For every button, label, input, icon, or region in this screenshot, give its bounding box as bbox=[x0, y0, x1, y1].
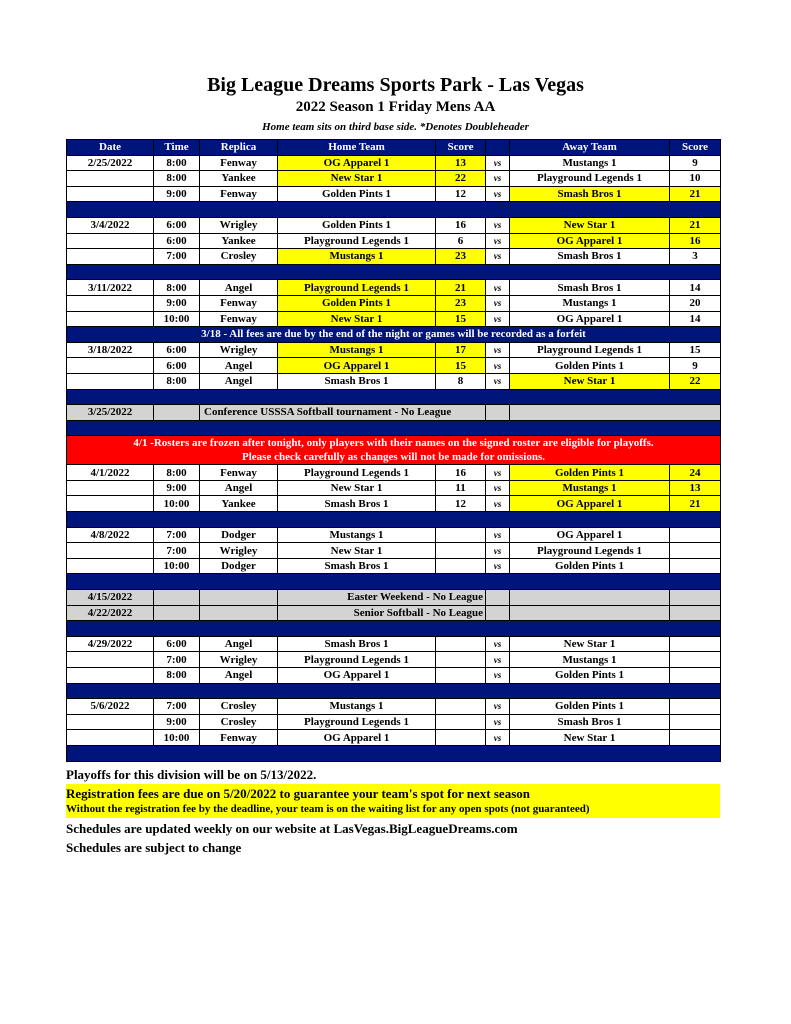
game-time: 7:00 bbox=[154, 652, 200, 668]
away-score: 22 bbox=[670, 373, 721, 389]
away-score: 21 bbox=[670, 217, 721, 233]
game-date bbox=[67, 714, 154, 730]
away-score: 24 bbox=[670, 465, 721, 481]
away-score bbox=[670, 652, 721, 668]
home-score bbox=[436, 636, 486, 652]
game-row bbox=[67, 699, 721, 715]
game-date bbox=[67, 496, 154, 512]
home-team: Playground Legends 1 bbox=[278, 465, 436, 481]
game-date: 3/4/2022 bbox=[67, 217, 154, 233]
vs-label: vs bbox=[486, 465, 510, 481]
empty-cell bbox=[670, 605, 721, 621]
home-score: 23 bbox=[436, 295, 486, 311]
away-team: Smash Bros 1 bbox=[510, 280, 670, 296]
away-team: Mustangs 1 bbox=[510, 652, 670, 668]
no-league-row bbox=[67, 605, 721, 621]
game-field: Crosley bbox=[200, 249, 278, 265]
home-team-note: Home team sits on third base side. *Denotes Doubleheader bbox=[262, 121, 529, 133]
home-score bbox=[436, 730, 486, 746]
empty-cell bbox=[154, 605, 200, 621]
separator-cell bbox=[67, 683, 721, 699]
col-away-team: Away Team bbox=[510, 140, 670, 156]
away-team: Golden Pints 1 bbox=[510, 465, 670, 481]
no-league-row bbox=[67, 405, 721, 421]
separator-cell bbox=[67, 202, 721, 218]
waiting-list-note: Without the registration fee by the deadline, your team is on the waiting list for any open spots (not guaranteed) bbox=[66, 803, 590, 815]
no-league-text: Senior Softball - No League bbox=[278, 605, 486, 621]
game-field: Fenway bbox=[200, 155, 278, 171]
away-score: 21 bbox=[670, 186, 721, 202]
game-date bbox=[67, 558, 154, 574]
col-date: Date bbox=[67, 140, 154, 156]
game-time: 6:00 bbox=[154, 358, 200, 374]
away-score: 15 bbox=[670, 342, 721, 358]
vs-label: vs bbox=[486, 527, 510, 543]
separator-cell bbox=[67, 621, 721, 637]
col-vs bbox=[486, 140, 510, 156]
away-team: Smash Bros 1 bbox=[510, 249, 670, 265]
away-score: 16 bbox=[670, 233, 721, 249]
home-score: 8 bbox=[436, 373, 486, 389]
home-team: Mustangs 1 bbox=[278, 527, 436, 543]
home-team: Playground Legends 1 bbox=[278, 714, 436, 730]
game-row bbox=[67, 358, 721, 374]
game-field: Angel bbox=[200, 480, 278, 496]
game-row bbox=[67, 730, 721, 746]
game-row bbox=[67, 295, 721, 311]
home-score: 12 bbox=[436, 186, 486, 202]
separator-row bbox=[67, 621, 721, 637]
away-score bbox=[670, 558, 721, 574]
away-team: Playground Legends 1 bbox=[510, 171, 670, 187]
home-team: OG Apparel 1 bbox=[278, 668, 436, 684]
game-field: Angel bbox=[200, 358, 278, 374]
away-score: 14 bbox=[670, 280, 721, 296]
game-time: 8:00 bbox=[154, 171, 200, 187]
home-team: Smash Bros 1 bbox=[278, 496, 436, 512]
game-field: Dodger bbox=[200, 558, 278, 574]
game-time: 6:00 bbox=[154, 342, 200, 358]
home-score bbox=[436, 652, 486, 668]
home-score: 21 bbox=[436, 280, 486, 296]
home-team: Smash Bros 1 bbox=[278, 373, 436, 389]
game-row bbox=[67, 636, 721, 652]
empty-cell bbox=[510, 590, 670, 606]
game-row bbox=[67, 217, 721, 233]
home-team: OG Apparel 1 bbox=[278, 358, 436, 374]
game-field: Wrigley bbox=[200, 217, 278, 233]
empty-cell bbox=[200, 590, 278, 606]
roster-alert-line-1: 4/1 -Rosters are frozen after tonight, only players with their names on the signed roster are eligible for playoffs. bbox=[133, 437, 654, 450]
home-team: New Star 1 bbox=[278, 311, 436, 327]
roster-alert-line-2: Please check carefully as changes will not be made for omissions. bbox=[242, 451, 545, 464]
home-team: Golden Pints 1 bbox=[278, 295, 436, 311]
game-time: 9:00 bbox=[154, 186, 200, 202]
game-field: Wrigley bbox=[200, 652, 278, 668]
home-score: 13 bbox=[436, 155, 486, 171]
game-field: Fenway bbox=[200, 186, 278, 202]
vs-label: vs bbox=[486, 730, 510, 746]
game-time: 6:00 bbox=[154, 636, 200, 652]
game-date: 3/11/2022 bbox=[67, 280, 154, 296]
home-score: 16 bbox=[436, 465, 486, 481]
vs-label: vs bbox=[486, 217, 510, 233]
game-field: Wrigley bbox=[200, 543, 278, 559]
empty-cell bbox=[200, 605, 278, 621]
home-team: Playground Legends 1 bbox=[278, 280, 436, 296]
home-team: Golden Pints 1 bbox=[278, 186, 436, 202]
col-away-score: Score bbox=[670, 140, 721, 156]
away-score: 20 bbox=[670, 295, 721, 311]
away-score: 13 bbox=[670, 480, 721, 496]
col-home-team: Home Team bbox=[278, 140, 436, 156]
game-date: 2/25/2022 bbox=[67, 155, 154, 171]
game-date: 4/1/2022 bbox=[67, 465, 154, 481]
away-team: OG Apparel 1 bbox=[510, 527, 670, 543]
away-team: New Star 1 bbox=[510, 636, 670, 652]
game-time: 10:00 bbox=[154, 311, 200, 327]
game-row bbox=[67, 186, 721, 202]
away-team: Mustangs 1 bbox=[510, 295, 670, 311]
home-team: Mustangs 1 bbox=[278, 342, 436, 358]
game-date bbox=[67, 249, 154, 265]
home-team: Playground Legends 1 bbox=[278, 652, 436, 668]
roster-alert-row bbox=[67, 436, 721, 465]
vs-label: vs bbox=[486, 342, 510, 358]
game-date bbox=[67, 186, 154, 202]
game-time: 10:00 bbox=[154, 730, 200, 746]
away-score bbox=[670, 636, 721, 652]
home-team: New Star 1 bbox=[278, 480, 436, 496]
home-score bbox=[436, 714, 486, 730]
home-score: 11 bbox=[436, 480, 486, 496]
game-date: 4/29/2022 bbox=[67, 636, 154, 652]
game-time: 8:00 bbox=[154, 155, 200, 171]
game-time: 8:00 bbox=[154, 280, 200, 296]
game-time: 9:00 bbox=[154, 295, 200, 311]
home-score bbox=[436, 543, 486, 559]
game-row bbox=[67, 543, 721, 559]
vs-label: vs bbox=[486, 311, 510, 327]
away-team: New Star 1 bbox=[510, 730, 670, 746]
home-team: Mustangs 1 bbox=[278, 699, 436, 715]
game-field: Crosley bbox=[200, 714, 278, 730]
vs-label: vs bbox=[486, 668, 510, 684]
game-field: Crosley bbox=[200, 699, 278, 715]
vs-label: vs bbox=[486, 480, 510, 496]
game-date bbox=[67, 233, 154, 249]
game-date bbox=[67, 295, 154, 311]
game-date bbox=[67, 311, 154, 327]
separator-row bbox=[67, 264, 721, 280]
away-team: New Star 1 bbox=[510, 373, 670, 389]
game-date bbox=[67, 480, 154, 496]
separator-row bbox=[67, 389, 721, 405]
vs-label: vs bbox=[486, 636, 510, 652]
game-field: Yankee bbox=[200, 233, 278, 249]
home-team: Smash Bros 1 bbox=[278, 636, 436, 652]
vs-label: vs bbox=[486, 249, 510, 265]
home-team: OG Apparel 1 bbox=[278, 730, 436, 746]
no-league-date: 4/22/2022 bbox=[67, 605, 154, 621]
game-date bbox=[67, 543, 154, 559]
fee-notice-row bbox=[67, 327, 721, 343]
home-score: 6 bbox=[436, 233, 486, 249]
away-team: Playground Legends 1 bbox=[510, 342, 670, 358]
page-title: Big League Dreams Sports Park - Las Vegas bbox=[207, 74, 584, 96]
away-team: Playground Legends 1 bbox=[510, 543, 670, 559]
game-date: 3/18/2022 bbox=[67, 342, 154, 358]
home-score: 12 bbox=[436, 496, 486, 512]
away-team: Mustangs 1 bbox=[510, 480, 670, 496]
subject-to-change-note: Schedules are subject to change bbox=[66, 840, 242, 855]
game-row bbox=[67, 233, 721, 249]
game-time: 10:00 bbox=[154, 496, 200, 512]
separator-cell bbox=[67, 512, 721, 528]
game-field: Dodger bbox=[200, 527, 278, 543]
home-score: 15 bbox=[436, 311, 486, 327]
game-time: 9:00 bbox=[154, 480, 200, 496]
away-score: 9 bbox=[670, 358, 721, 374]
registration-note: Registration fees are due on 5/20/2022 to guarantee your team's spot for next season bbox=[66, 786, 530, 801]
game-time: 7:00 bbox=[154, 249, 200, 265]
separator-cell bbox=[67, 264, 721, 280]
vs-label: vs bbox=[486, 714, 510, 730]
empty-cell bbox=[486, 590, 510, 606]
home-score bbox=[436, 558, 486, 574]
game-date bbox=[67, 730, 154, 746]
game-field: Yankee bbox=[200, 496, 278, 512]
playoffs-note: Playoffs for this division will be on 5/13/2022. bbox=[66, 767, 317, 782]
game-row bbox=[67, 171, 721, 187]
vs-label: vs bbox=[486, 652, 510, 668]
page-subtitle: 2022 Season 1 Friday Mens AA bbox=[295, 99, 496, 115]
no-league-date: 3/25/2022 bbox=[67, 405, 154, 421]
separator-row bbox=[67, 683, 721, 699]
away-team: New Star 1 bbox=[510, 217, 670, 233]
game-row bbox=[67, 249, 721, 265]
game-date: 4/8/2022 bbox=[67, 527, 154, 543]
game-time: 8:00 bbox=[154, 373, 200, 389]
website-note: Schedules are updated weekly on our website at LasVegas.BigLeagueDreams.com bbox=[66, 821, 518, 836]
game-date bbox=[67, 171, 154, 187]
away-score: 14 bbox=[670, 311, 721, 327]
game-field: Yankee bbox=[200, 171, 278, 187]
home-team: New Star 1 bbox=[278, 543, 436, 559]
away-score bbox=[670, 699, 721, 715]
game-date bbox=[67, 358, 154, 374]
vs-label: vs bbox=[486, 155, 510, 171]
game-row bbox=[67, 342, 721, 358]
home-score: 17 bbox=[436, 342, 486, 358]
game-row bbox=[67, 527, 721, 543]
away-score bbox=[670, 668, 721, 684]
empty-cell bbox=[510, 605, 670, 621]
separator-row bbox=[67, 420, 721, 436]
game-row bbox=[67, 558, 721, 574]
separator-row bbox=[67, 512, 721, 528]
home-team: Golden Pints 1 bbox=[278, 217, 436, 233]
game-field: Fenway bbox=[200, 295, 278, 311]
separator-row bbox=[67, 574, 721, 590]
game-field: Angel bbox=[200, 636, 278, 652]
game-row bbox=[67, 155, 721, 171]
separator-cell bbox=[67, 420, 721, 436]
game-row bbox=[67, 311, 721, 327]
separator-cell bbox=[67, 389, 721, 405]
away-team: OG Apparel 1 bbox=[510, 233, 670, 249]
vs-label: vs bbox=[486, 373, 510, 389]
empty-cell bbox=[154, 590, 200, 606]
game-field: Fenway bbox=[200, 465, 278, 481]
game-row bbox=[67, 280, 721, 296]
vs-label: vs bbox=[486, 543, 510, 559]
game-row bbox=[67, 714, 721, 730]
home-score bbox=[436, 668, 486, 684]
game-time: 7:00 bbox=[154, 527, 200, 543]
game-date: 5/6/2022 bbox=[67, 699, 154, 715]
game-field: Angel bbox=[200, 668, 278, 684]
home-score: 16 bbox=[436, 217, 486, 233]
away-score bbox=[670, 730, 721, 746]
game-field: Fenway bbox=[200, 311, 278, 327]
away-score bbox=[670, 527, 721, 543]
empty-cell bbox=[486, 605, 510, 621]
schedule-body bbox=[67, 155, 721, 761]
no-league-text: Conference USSSA Softball tournament - No League bbox=[200, 405, 486, 421]
away-team: OG Apparel 1 bbox=[510, 496, 670, 512]
empty-cell bbox=[486, 405, 510, 421]
separator-row bbox=[67, 745, 721, 761]
vs-label: vs bbox=[486, 358, 510, 374]
home-score: 23 bbox=[436, 249, 486, 265]
game-time: 8:00 bbox=[154, 668, 200, 684]
no-league-date: 4/15/2022 bbox=[67, 590, 154, 606]
game-time: 6:00 bbox=[154, 233, 200, 249]
game-time: 9:00 bbox=[154, 714, 200, 730]
away-score: 21 bbox=[670, 496, 721, 512]
away-score: 10 bbox=[670, 171, 721, 187]
col-time: Time bbox=[154, 140, 200, 156]
empty-cell bbox=[670, 590, 721, 606]
game-time: 8:00 bbox=[154, 465, 200, 481]
roster-alert-cell bbox=[67, 436, 721, 465]
home-score: 15 bbox=[436, 358, 486, 374]
vs-label: vs bbox=[486, 233, 510, 249]
vs-label: vs bbox=[486, 280, 510, 296]
vs-label: vs bbox=[486, 558, 510, 574]
game-time: 6:00 bbox=[154, 217, 200, 233]
vs-label: vs bbox=[486, 699, 510, 715]
col-home-score: Score bbox=[436, 140, 486, 156]
game-field: Fenway bbox=[200, 730, 278, 746]
away-team: Golden Pints 1 bbox=[510, 699, 670, 715]
away-team: OG Apparel 1 bbox=[510, 311, 670, 327]
game-row bbox=[67, 496, 721, 512]
separator-row bbox=[67, 202, 721, 218]
game-field: Angel bbox=[200, 280, 278, 296]
separator-cell bbox=[67, 745, 721, 761]
no-league-row bbox=[67, 590, 721, 606]
game-row bbox=[67, 373, 721, 389]
game-row bbox=[67, 480, 721, 496]
empty-cell bbox=[510, 405, 721, 421]
away-score bbox=[670, 543, 721, 559]
home-score bbox=[436, 527, 486, 543]
away-team: Smash Bros 1 bbox=[510, 186, 670, 202]
game-time: 7:00 bbox=[154, 543, 200, 559]
game-field: Wrigley bbox=[200, 342, 278, 358]
empty-cell bbox=[154, 405, 200, 421]
separator-cell bbox=[67, 574, 721, 590]
game-date bbox=[67, 373, 154, 389]
home-score bbox=[436, 699, 486, 715]
away-score: 9 bbox=[670, 155, 721, 171]
home-team: OG Apparel 1 bbox=[278, 155, 436, 171]
game-date bbox=[67, 668, 154, 684]
away-team: Golden Pints 1 bbox=[510, 358, 670, 374]
game-field: Angel bbox=[200, 373, 278, 389]
home-team: Mustangs 1 bbox=[278, 249, 436, 265]
away-team: Mustangs 1 bbox=[510, 155, 670, 171]
away-team: Golden Pints 1 bbox=[510, 668, 670, 684]
game-time: 10:00 bbox=[154, 558, 200, 574]
vs-label: vs bbox=[486, 186, 510, 202]
home-score: 22 bbox=[436, 171, 486, 187]
game-time: 7:00 bbox=[154, 699, 200, 715]
away-team: Golden Pints 1 bbox=[510, 558, 670, 574]
header-row bbox=[67, 140, 721, 156]
schedule-table bbox=[66, 139, 721, 762]
home-team: New Star 1 bbox=[278, 171, 436, 187]
away-team: Smash Bros 1 bbox=[510, 714, 670, 730]
no-league-text: Easter Weekend - No League bbox=[278, 590, 486, 606]
game-row bbox=[67, 668, 721, 684]
vs-label: vs bbox=[486, 171, 510, 187]
home-team: Playground Legends 1 bbox=[278, 233, 436, 249]
game-date bbox=[67, 652, 154, 668]
vs-label: vs bbox=[486, 496, 510, 512]
vs-label: vs bbox=[486, 295, 510, 311]
away-score bbox=[670, 714, 721, 730]
game-row bbox=[67, 652, 721, 668]
home-team: Smash Bros 1 bbox=[278, 558, 436, 574]
game-row bbox=[67, 465, 721, 481]
col-replica: Replica bbox=[200, 140, 278, 156]
away-score: 3 bbox=[670, 249, 721, 265]
fee-notice-text: 3/18 - All fees are due by the end of the night or games will be recorded as a forfeit bbox=[67, 327, 721, 343]
